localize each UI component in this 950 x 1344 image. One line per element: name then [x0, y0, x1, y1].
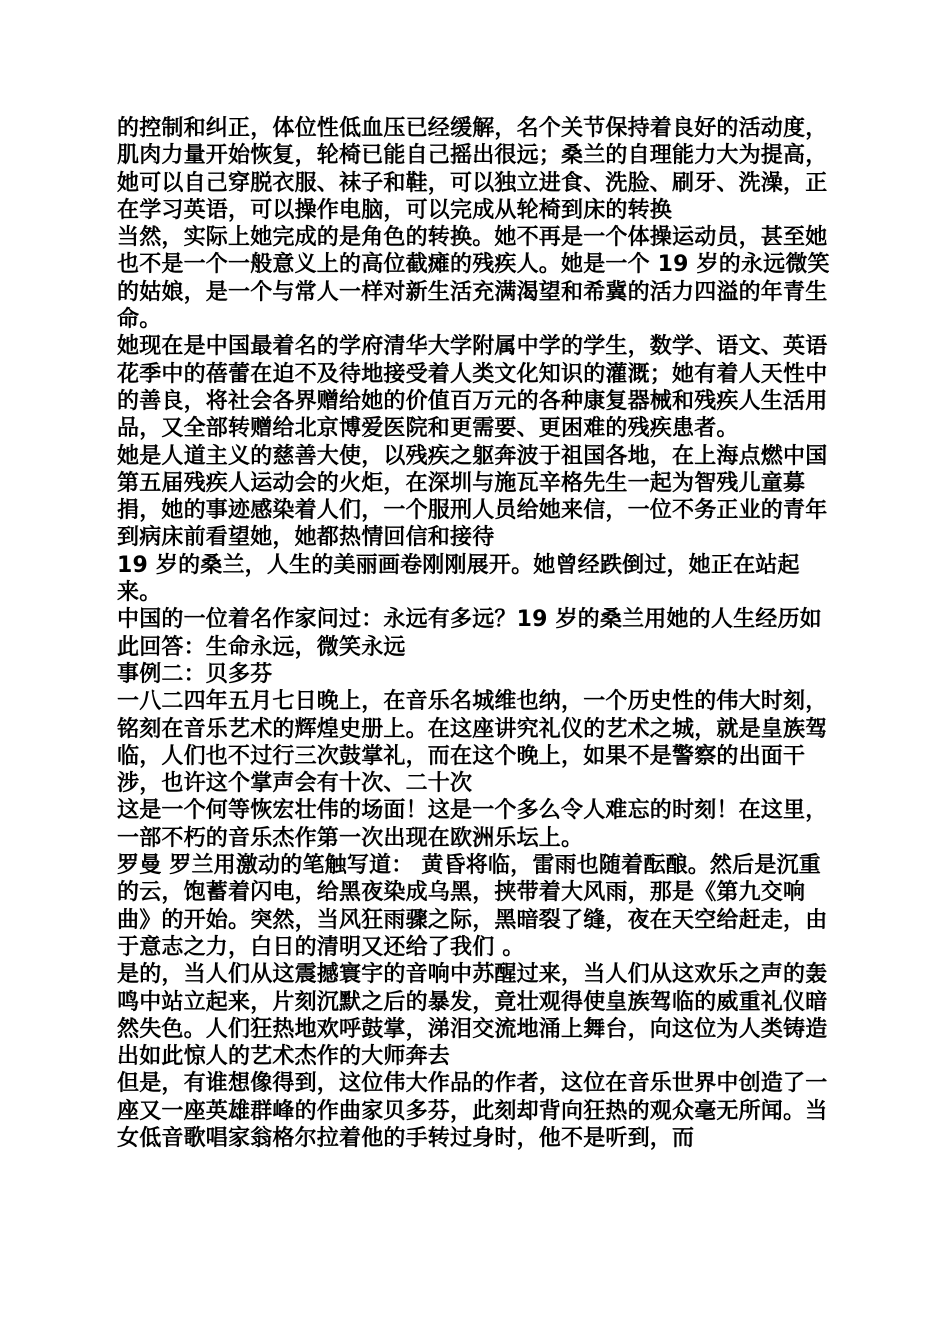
document-body	[117, 115, 837, 1152]
paragraph: 她是人道主义的慈善大使，以残疾之躯奔波于祖国各地，在上海点燃中国第五届残疾人运动会的火炬，在深圳与施瓦辛格先生一起为智残儿童募捐，她的事迹感染着人们，一个服刑人员给她来信，一位不务正业的青年到病床前看望她，她都热情回信和接待	[117, 443, 828, 551]
paragraph: 是的，当人们从这震撼寰宇的音响中苏醒过来，当人们从这欢乐之声的轰鸣中站立起来，片刻沉默之后的暴发，竟壮观得使皇族驾临的威重礼仪暗然失色。人们狂热地欢呼鼓掌，涕泪交流地涌上舞台，向这位为人类铸造出如此惊人的艺术杰作的大师奔去	[117, 962, 828, 1070]
paragraph: 当然，实际上她完成的是角色的转换。她不再是一个体操运动员，甚至她也不是一个一般意义上的高位截瘫的残疾人。她是一个 19 岁的永远微笑的姑娘，是一个与常人一样对新生活充满渴望和希冀的活力四溢的年青生命。	[117, 225, 830, 333]
paragraph: 19 岁的桑兰，人生的美丽画卷刚刚展开。她曾经跌倒过，她正在站起来。	[117, 552, 800, 606]
paragraph: 一八二四年五月七日晚上，在音乐名城维也纳，一个历史性的伟大时刻，铭刻在音乐艺术的辉煌史册上。在这座讲究礼仪的艺术之城，就是皇族驾临，人们也不过行三次鼓掌礼，而在这个晚上，如果不是警察的出面干涉，也许这个掌声会有十次、二十次	[117, 689, 828, 797]
section-heading: 事例二：贝多芬	[117, 661, 273, 687]
paragraph: 的控制和纠正，体位性低血压已经缓解，名个关节保持着良好的活动度，肌肉力量开始恢复，轮椅已能自己摇出很远；桑兰的自理能力大为提高，她可以自己穿脱衣服、袜子和鞋，可以独立进食、洗脸、刷牙、洗澡，正在学习英语，可以操作电脑，可以完成从轮椅到床的转换	[117, 116, 828, 223]
paragraph: 她现在是中国最着名的学府清华大学附属中学的学生，数学、语文、英语 花季中的蓓蕾在迫不及待地接受着人类文化知识的灌溉；她有着人天性中的善良，将社会各界赠给她的价值百万元的各种康复器械和残疾人生活用品，又全部转赠给北京博爱医院和更需要、更困难的残疾患者。	[117, 334, 836, 442]
paragraph: 这是一个何等恢宏壮伟的场面！这是一个多么令人难忘的时刻！在这里，一部不朽的音乐杰作第一次出现在欧洲乐坛上。	[117, 798, 828, 851]
paragraph: 罗曼 罗兰用激动的笔触写道： 黄昏将临，雷雨也随着酝酿。然后是沉重的云，饱蓄着闪电，给黑夜染成乌黑，挟带着大风雨，那是《第九交响曲》的开始。突然，当风狂雨骤之际，黑暗裂了缝，夜在天空给赶走，由于意志之力，白日的清明又还给了我们 。	[117, 853, 828, 960]
paragraph: 但是，有谁想像得到，这位伟大作品的作者，这位在音乐世界中创造了一座又一座英雄群峰的作曲家贝多芬，此刻却背向狂热的观众毫无所闻。当女低音歌唱家翁格尔拉着他的手转过身时，他不是听到，而	[117, 1071, 828, 1151]
paragraph: 中国的一位着名作家问过：永远有多远？19 岁的桑兰用她的人生经历如此回答：生命永远，微笑永远	[117, 607, 822, 660]
